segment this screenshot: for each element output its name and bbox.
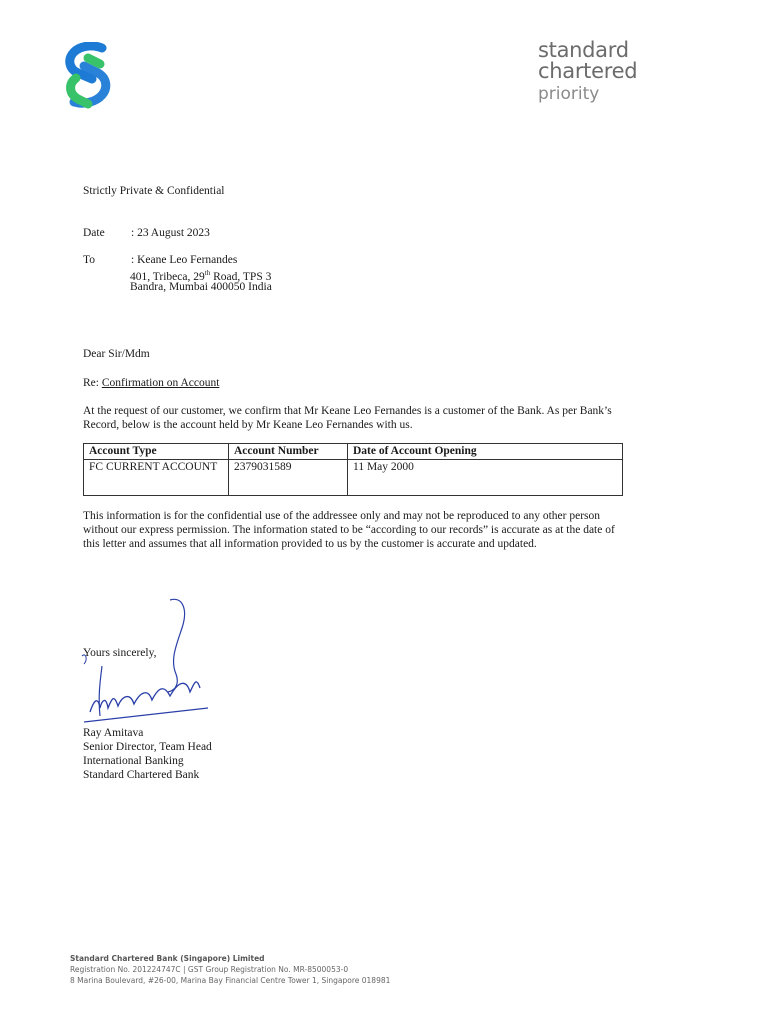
subject-text: Confirmation on Account	[101, 377, 220, 389]
confidentiality-note: Strictly Private & Confidential	[83, 185, 225, 197]
brand-wordmark	[538, 40, 718, 105]
subject-line	[83, 376, 219, 390]
brand-line-chartered: chartered	[538, 59, 638, 83]
date-row	[83, 226, 210, 240]
to-label: To	[83, 254, 95, 266]
signatory-block	[83, 726, 212, 782]
footer	[70, 953, 390, 986]
brand-line-priority: priority	[538, 84, 600, 104]
header-opening-date: Date of Account Opening	[348, 444, 623, 460]
address-line-2: Bandra, Mumbai 400050 India	[130, 281, 272, 293]
paragraph-intro: At the request of our customer, we confirm that Mr Keane Leo Fernandes is a customer of the Bank. As per Bank’s Record, below is the account held by Mr Keane Leo Fernandes with us.	[83, 405, 612, 431]
recipient-row	[83, 253, 237, 267]
standard-chartered-logo-icon	[62, 42, 114, 112]
cell-account-number: 2379031589	[229, 460, 348, 496]
cell-opening-date: 11 May 2000	[348, 460, 623, 496]
signatory-department: International Banking	[83, 755, 184, 767]
header-account-type: Account Type	[84, 444, 229, 460]
date-value: : 23 August 2023	[131, 227, 210, 239]
table-header-row	[84, 444, 623, 460]
footer-address: 8 Marina Boulevard, #26-00, Marina Bay Financial Centre Tower 1, Singapore 018981	[70, 976, 391, 985]
address-line-1: 401, Tribeca, 29th Road, TPS 3	[130, 269, 272, 283]
paragraph-disclaimer: This information is for the confidential use of the addressee only and may not be reproduced to any other person without our express permission. The information stated to be “according to our records” is accurate as at the date of this letter and assumes that all information provided to us by the customer is accurate and updated.	[83, 510, 615, 550]
date-label: Date	[83, 227, 105, 239]
salutation: Dear Sir/Mdm	[83, 348, 150, 360]
table-row	[84, 460, 623, 496]
footer-registration: Registration No. 201224747C | GST Group Registration No. MR-8500053-0	[70, 965, 349, 974]
valediction: Yours sincerely,	[83, 647, 157, 659]
footer-company: Standard Chartered Bank (Singapore) Limited	[70, 954, 265, 963]
brand-line-standard: standard	[538, 38, 629, 62]
account-table	[83, 443, 623, 496]
signatory-organization: Standard Chartered Bank	[83, 769, 200, 781]
signatory-name: Ray Amitava	[83, 727, 144, 739]
cell-account-type: FC CURRENT ACCOUNT	[84, 460, 229, 496]
subject-label: Re:	[83, 377, 102, 389]
handwritten-signature	[78, 596, 228, 726]
signatory-title: Senior Director, Team Head	[83, 741, 212, 753]
header-account-number: Account Number	[229, 444, 348, 460]
recipient-name: : Keane Leo Fernandes	[131, 254, 238, 266]
